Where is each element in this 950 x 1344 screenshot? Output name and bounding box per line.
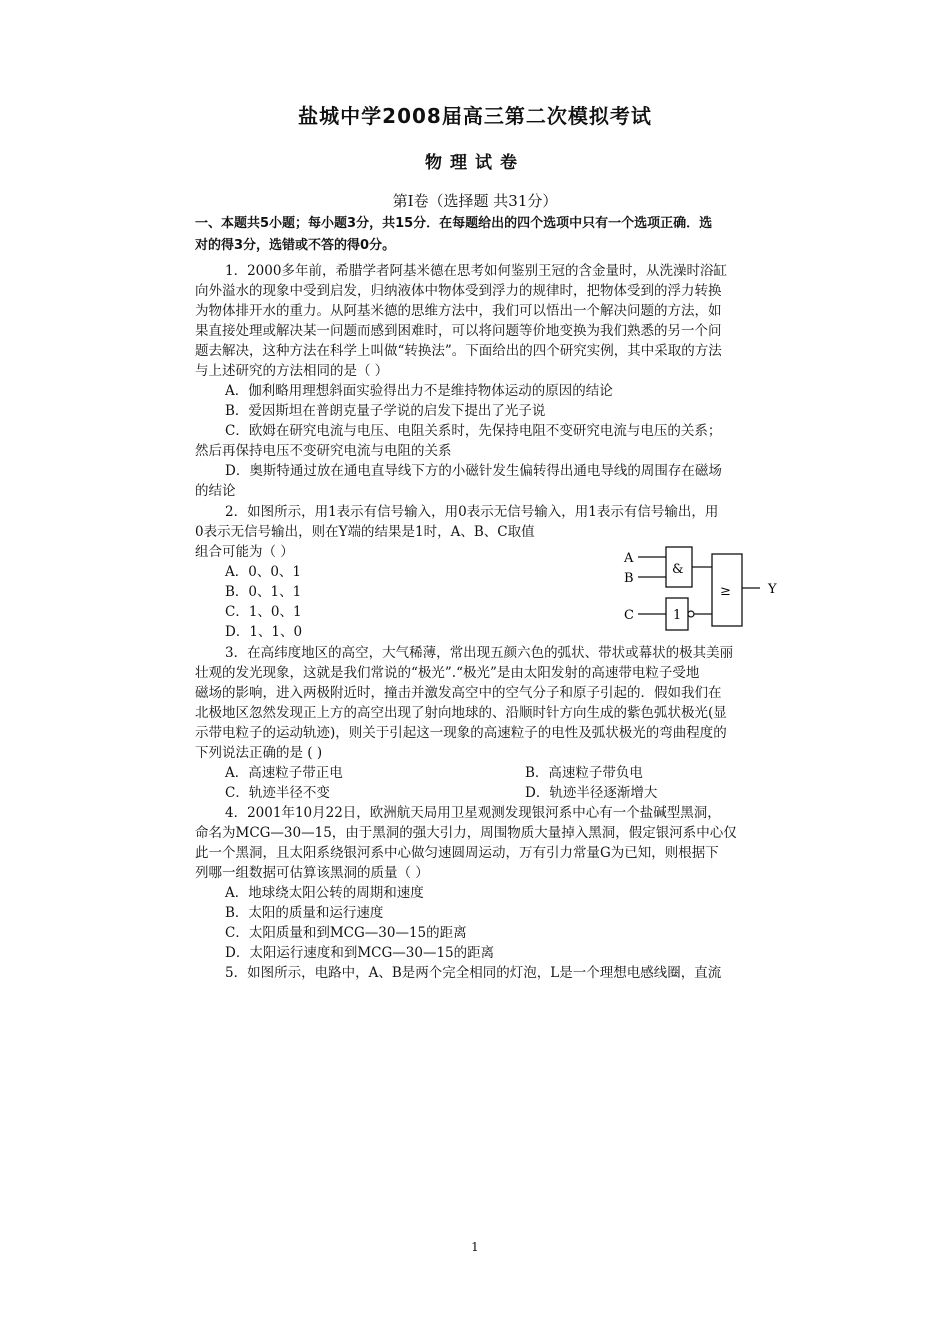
q1-option-c-cont: 然后再保持电压不变研究电流与电阻的关系 <box>195 443 452 459</box>
q3-option-b: B．高速粒子带负电 <box>525 765 643 781</box>
q1-line-6: 与上述研究的方法相同的是（ ） <box>195 363 389 379</box>
q3-option-d: D．轨迹半径逐渐增大 <box>525 785 658 801</box>
q2-option-c: C．1、0、1 <box>225 604 302 620</box>
instructions-line-1: 一、本题共5小题；每小题3分，共15分．在每题给出的四个选项中只有一个选项正确．选 <box>195 216 713 231</box>
q4-line-3: 此一个黑洞，且太阳系绕银河系中心做匀速圆周运动，万有引力常量G为已知，则根据下 <box>195 845 719 861</box>
q1-line-5: 题去解决，这种方法在科学上叫做“转换法”。下面给出的四个研究实例，其中采取的方法 <box>195 343 722 359</box>
not-gate-symbol: 1 <box>673 608 682 623</box>
q4-line-2: 命名为MCG—30—15，由于黑洞的强大引力，周围物质大量掉入黑洞，假定银河系中心仅 <box>195 825 737 841</box>
q1-option-a: A．伽利略用理想斜面实验得出力不是维持物体运动的原因的结论 <box>225 383 613 399</box>
not-gate-bubble <box>688 611 694 617</box>
q2-option-b: B．0、1、1 <box>225 584 302 600</box>
q1-option-b: B．爱因斯坦在普朗克量子学说的启发下提出了光子说 <box>225 403 546 419</box>
q4-option-c: C．太阳质量和到MCG—30—15的距离 <box>225 925 467 941</box>
q4-option-d: D．太阳运行速度和到MCG—30—15的距离 <box>225 945 495 961</box>
q3-line-6: 下列说法正确的是 ( ) <box>195 745 323 761</box>
q3-line-3: 磁场的影响，进入两极附近时，撞击并激发高空中的空气分子和原子引起的．假如我们在 <box>195 685 722 701</box>
q2-option-d: D．1、1、0 <box>225 624 303 640</box>
input-a-label: A <box>624 551 634 566</box>
input-b-label: B <box>624 571 634 586</box>
q3-option-c: C．轨迹半径不变 <box>225 785 330 801</box>
q4-line-1: 4．2001年10月22日，欧洲航天局用卫星观测发现银河系中心有一个盐碱型黑洞， <box>225 805 721 821</box>
instructions-line-2: 对的得3分，选错或不答的得0分。 <box>195 238 396 253</box>
q2-option-a: A．0、0、1 <box>225 564 302 580</box>
input-c-label: C <box>624 608 634 623</box>
page-number: 1 <box>471 1240 479 1254</box>
q2-line-1: 2．如图所示，用1表示有信号输入，用0表示无信号输入，用1表示有信号输出，用 <box>225 504 719 520</box>
section-heading: 第Ⅰ卷（选择题 共31分） <box>392 192 558 210</box>
q1-line-4: 果直接处理或解决某一问题而感到困难时，可以将问题等价地变换为我们熟悉的另一个问 <box>195 323 722 339</box>
q1-line-2: 向外溢水的现象中受到启发，归纳液体中物体受到浮力的规律时，把物体受到的浮力转换 <box>195 283 722 299</box>
output-y-label: Y <box>768 582 777 597</box>
q4-line-4: 列哪一组数据可估算该黑洞的质量（ ） <box>195 865 429 881</box>
q1-line-3: 为物体排开水的重力。从阿基米德的思维方法中，我们可以悟出一个解决问题的方法，如 <box>195 303 722 319</box>
page-title: 盐城中学2008届高三第二次模拟考试 <box>298 104 652 128</box>
q2-line-2: 0表示无信号输出，则在Y端的结果是1时，A、B、C取值 <box>195 524 535 540</box>
q3-line-2: 壮观的发光现象，这就是我们常说的“极光”.“极光”是由太阳发射的高速带电粒子受地 <box>195 665 700 681</box>
q4-option-b: B．太阳的质量和运行速度 <box>225 905 384 921</box>
or-gate-symbol: ≥ <box>720 584 731 599</box>
and-gate-symbol: & <box>672 562 684 577</box>
q3-line-5: 示带电粒子的运动轨迹)，则关于引起这一现象的高速粒子的电性及弧状极光的弯曲程度的 <box>195 725 727 741</box>
q1-option-d-cont: 的结论 <box>195 483 236 499</box>
q1-option-d: D．奥斯特通过放在通电直导线下方的小磁针发生偏转得出通电导线的周围存在磁场 <box>225 463 722 479</box>
logic-gate-circuit <box>620 543 790 643</box>
q3-line-1: 3．在高纬度地区的高空，大气稀薄，常出现五颜六色的弧状、带状或幕状的极其美丽 <box>225 645 734 661</box>
q3-option-a: A．高速粒子带正电 <box>225 765 343 781</box>
page-subtitle: 物理试卷 <box>425 153 525 173</box>
q3-line-4: 北极地区忽然发现正上方的高空出现了射向地球的、沿顺时针方向生成的紫色弧状极光(显 <box>195 705 727 721</box>
q4-option-a: A．地球绕太阳公转的周期和速度 <box>225 885 424 901</box>
q1-option-c: C．欧姆在研究电流与电压、电阻关系时，先保持电阻不变研究电流与电压的关系； <box>225 423 722 439</box>
q1-line-1: 1．2000多年前，希腊学者阿基米德在思考如何鉴别王冠的含金量时，从洗澡时浴缸 <box>225 263 727 279</box>
q2-line-3: 组合可能为（ ） <box>195 544 294 560</box>
q5-line-1: 5．如图所示，电路中，A、B是两个完全相同的灯泡，L是一个理想电感线圈，直流 <box>225 965 722 981</box>
